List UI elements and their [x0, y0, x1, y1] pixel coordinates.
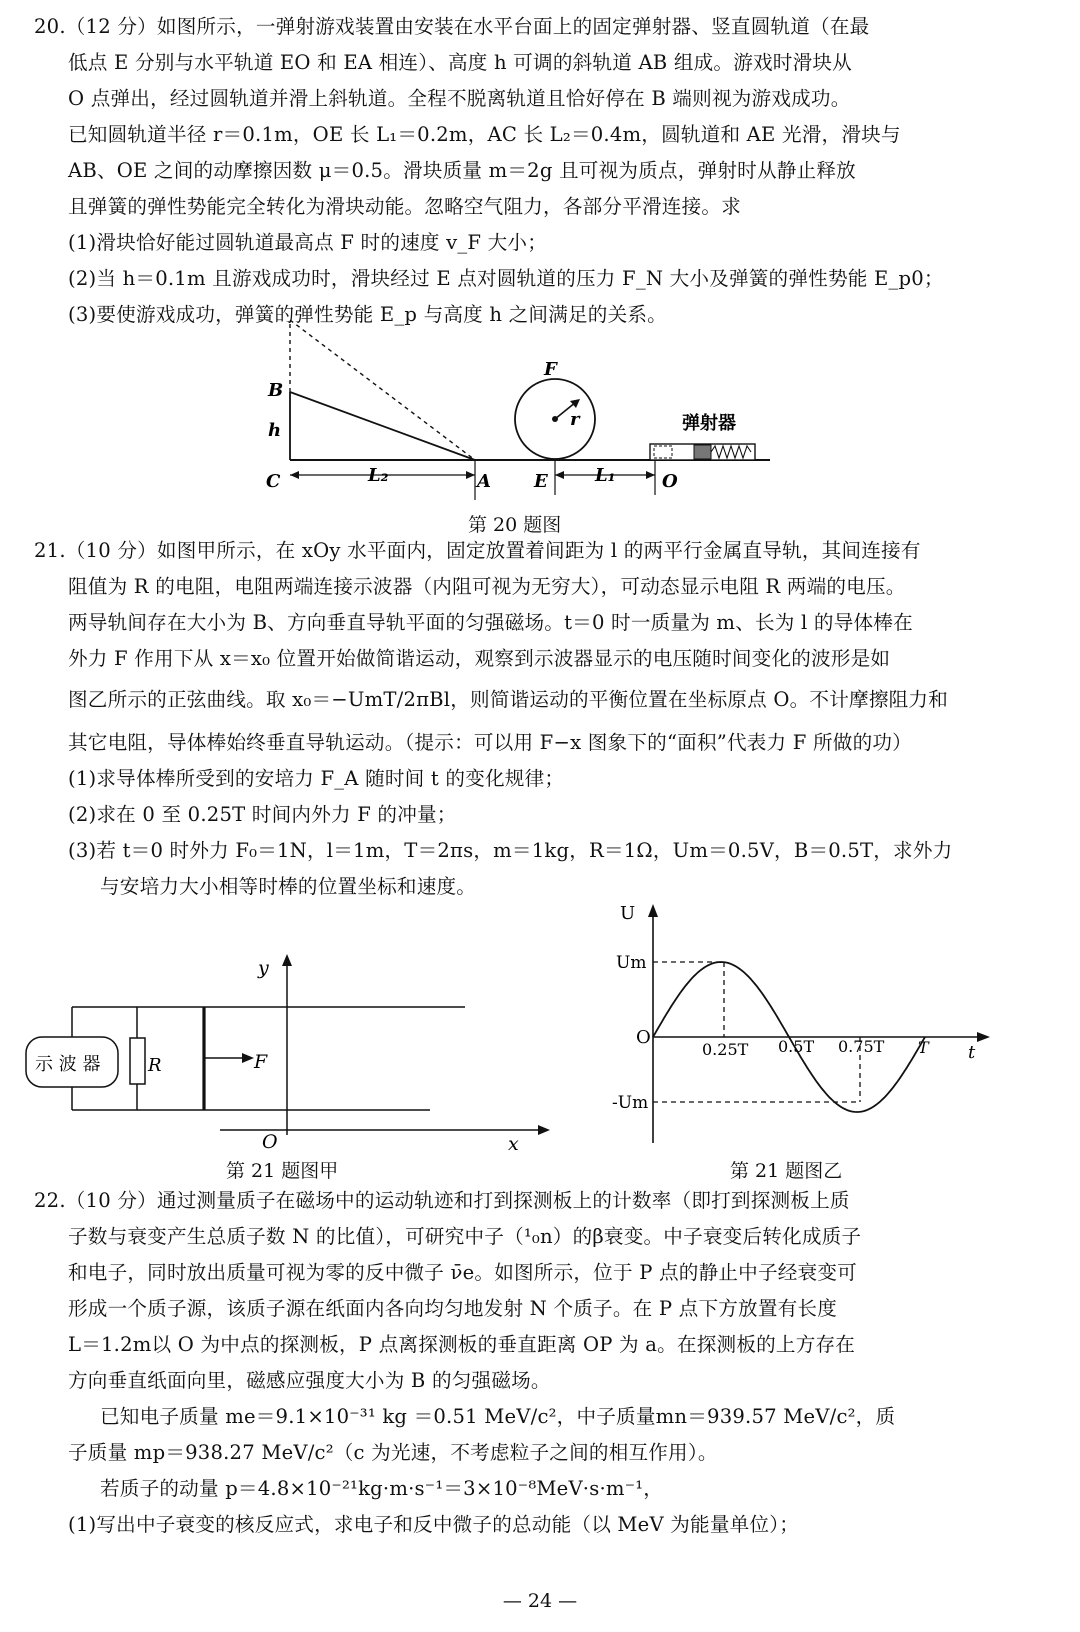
q20-figure-caption: 第 20 题图	[468, 514, 562, 536]
q20-line-9: (3)要使游戏成功，弹簧的弹性势能 E_p 与高度 h 之间满足的关系。	[68, 303, 667, 326]
label-h: h	[268, 420, 282, 441]
label-Um: Um	[616, 953, 647, 973]
label-B: B	[268, 380, 284, 401]
label-t: t	[968, 1042, 976, 1063]
q22-line-3: 和电子，同时放出质量可视为零的反中微子 ν̄e。如图所示，位于 P 点的静止中子经衰变可	[68, 1261, 857, 1284]
q22-line-6: 方向垂直纸面向里，磁感应强度大小为 B 的匀强磁场。	[68, 1369, 551, 1392]
label-L2: L₂	[368, 465, 389, 486]
q21-line-5: 图乙所示的正弦曲线。取 x₀＝−UmT/2πBl，则简谐运动的平衡位置在坐标原点 O。不计摩擦阻力和	[68, 688, 948, 711]
label-O: O	[662, 471, 678, 492]
q21-figure-a	[20, 950, 560, 1150]
label-C: C	[266, 471, 281, 492]
q20-line-8: (2)当 h＝0.1m 且游戏成功时，滑块经过 E 点对圆轨道的压力 F_N 大小及弹簧的弹性势能 E_p0；	[68, 267, 944, 290]
tick-T: T	[918, 1038, 929, 1057]
label-launcher: 弹射器	[682, 413, 736, 434]
page-number: — 24 —	[502, 1590, 578, 1612]
label-A: A	[477, 471, 491, 492]
label-osc: 示 波 器	[35, 1054, 101, 1075]
q20-line-2: 低点 E 分别与水平轨道 EO 和 EA 相连）、高度 h 可调的斜轨道 AB 组成。游戏时滑块从	[68, 51, 852, 74]
q21-figure-b	[612, 898, 1032, 1148]
q21-line-4: 外力 F 作用下从 x＝x₀ 位置开始做简谐运动，观察到示波器显示的电压随时间变化的波形是如	[68, 647, 891, 670]
label-O: O	[262, 1131, 278, 1150]
q20-figure	[250, 315, 790, 500]
q20-line-4: 已知圆轨道半径 r＝0.1m，OE 长 L₁＝0.2m，AC 长 L₂＝0.4m，圆轨道和 AE 光滑，滑块与	[68, 123, 901, 146]
label-O: O	[636, 1027, 651, 1048]
q22-line-10: (1)写出中子衰变的核反应式，求电子和反中微子的总动能（以 MeV 为能量单位）；	[68, 1513, 800, 1536]
q22-line-2: 子数与衰变产生总质子数 N 的比值），可研究中子（¹₀n）的β衰变。中子衰变后转化成质子	[68, 1225, 862, 1248]
q21-line-6: 其它电阻，导体棒始终垂直导轨运动。（提示：可以用 F−x 图象下的“面积”代表力 F 所做的功）	[68, 731, 912, 754]
q20-line-5: AB、OE 之间的动摩擦因数 μ＝0.5。滑块质量 m＝2g 且可视为质点，弹射时从静止释放	[68, 159, 856, 182]
label-F: F	[254, 1051, 268, 1073]
q21-line-3: 两导轨间存在大小为 B、方向垂直导轨平面的匀强磁场。t＝0 时一质量为 m、长为 l 的导体棒在	[68, 611, 913, 634]
label-x: x	[508, 1133, 519, 1150]
q20-line-7: (1)滑块恰好能过圆轨道最高点 F 时的速度 v_F 大小；	[68, 231, 548, 254]
q22-line-1: 22.（10 分）通过测量质子在磁场中的运动轨迹和打到探测板上的计数率（即打到探测板上质	[34, 1189, 850, 1212]
tick-0-75T: 0.75T	[838, 1037, 885, 1056]
q21-line-10: 与安培力大小相等时棒的位置坐标和速度。	[100, 875, 477, 898]
q21-figure-a-caption: 第 21 题图甲	[226, 1160, 339, 1182]
q21-line-1: 21.（10 分）如图甲所示，在 xOy 水平面内，固定放置着间距为 l 的两平行金属直导轨，其间连接有	[34, 539, 921, 562]
q21-line-8: (2)求在 0 至 0.25T 时间内外力 F 的冲量；	[68, 803, 457, 826]
label-neg-Um: -Um	[612, 1093, 649, 1113]
label-r: r	[570, 409, 580, 430]
q21-line-9: (3)若 t＝0 时外力 F₀＝1N，l＝1m，T＝2πs，m＝1kg，R＝1Ω，Um＝0.5V，B＝0.5T，求外力	[68, 839, 953, 862]
q22-line-7: 已知电子质量 me＝9.1×10⁻³¹ kg ＝0.51 MeV/c²，中子质量mn＝939.57 MeV/c²，质	[100, 1405, 896, 1428]
label-L1: L₁	[595, 465, 616, 486]
q21-figure-b-caption: 第 21 题图乙	[730, 1160, 843, 1182]
label-U: U	[620, 903, 636, 924]
q21-line-7: (1)求导体棒所受到的安培力 F_A 随时间 t 的变化规律；	[68, 767, 565, 790]
q22-line-9: 若质子的动量 p＝4.8×10⁻²¹kg·m·s⁻¹＝3×10⁻⁸MeV·s·m⁻¹，	[100, 1477, 664, 1500]
q20-line-3: O 点弹出，经过圆轨道并滑上斜轨道。全程不脱离轨道且恰好停在 B 端则视为游戏成功。	[68, 87, 851, 110]
label-E: E	[534, 471, 548, 492]
label-y: y	[258, 957, 269, 979]
label-R: R	[148, 1055, 162, 1076]
q22-line-8: 子质量 mp＝938.27 MeV/c²（c 为光速，不考虑粒子之间的相互作用）。	[68, 1441, 718, 1464]
q22-line-5: L＝1.2m以 O 为中点的探测板，P 点离探测板的垂直距离 OP 为 a。在探测板的上方存在	[68, 1333, 856, 1356]
tick-0-5T: 0.5T	[778, 1037, 815, 1056]
q20-line-6: 且弹簧的弹性势能完全转化为滑块动能。忽略空气阻力，各部分平滑连接。求	[68, 195, 741, 218]
label-F: F	[544, 359, 557, 380]
q21-line-2: 阻值为 R 的电阻，电阻两端连接示波器（内阻可视为无穷大），可动态显示电阻 R 两端的电压。	[68, 575, 906, 598]
q22-line-4: 形成一个质子源，该质子源在纸面内各向均匀地发射 N 个质子。在 P 点下方放置有长度	[68, 1297, 838, 1320]
q20-line-1: 20.（12 分）如图所示，一弹射游戏装置由安装在水平台面上的固定弹射器、竖直圆轨道（在最	[34, 15, 870, 38]
tick-0-25T: 0.25T	[702, 1040, 749, 1059]
